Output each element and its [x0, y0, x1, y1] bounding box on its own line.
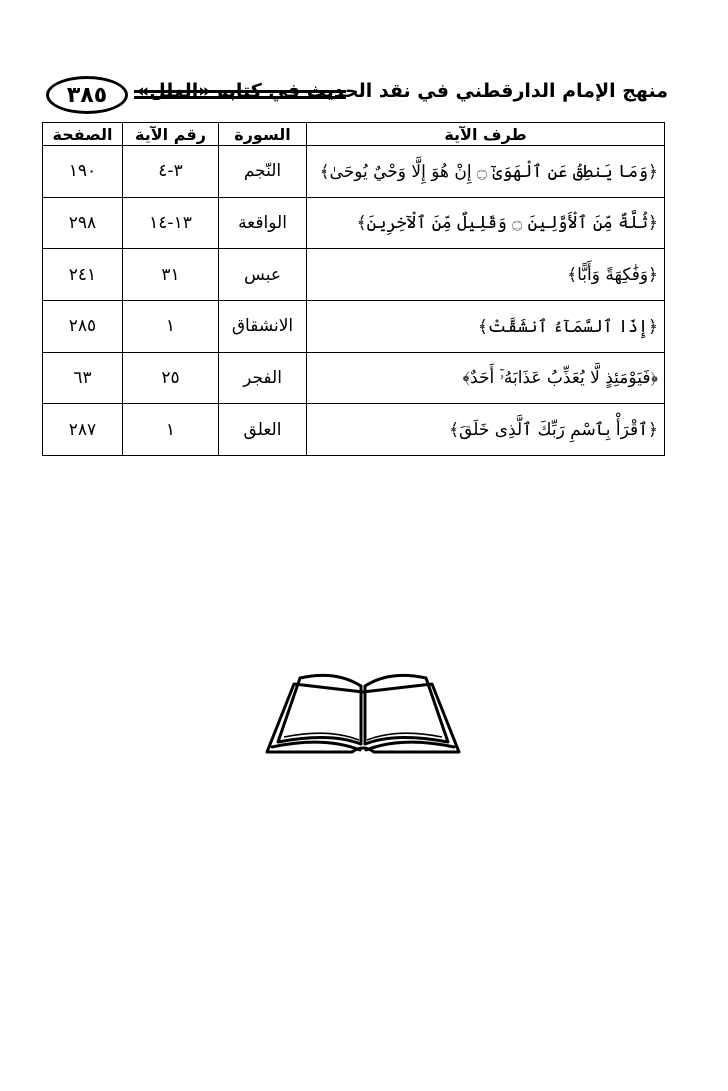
- table-row: [43, 197, 665, 249]
- surah-cell: عبس: [219, 249, 307, 301]
- surah-cell: الواقعة: [219, 197, 307, 249]
- column-header-ayah: رقم الآية: [123, 123, 219, 146]
- verse-index-table: [42, 122, 665, 456]
- table-row: [43, 300, 665, 352]
- page-cell: ٢٩٨: [43, 197, 123, 249]
- surah-cell: العلق: [219, 404, 307, 456]
- page-cell: ٢٨٧: [43, 404, 123, 456]
- verse-cell: ﴿ثُلَّةٌ مِّنَ ٱلْأَوَّلِينَ ۝ وَقَلِيلٌ مِّنَ ٱلْآخِرِينَ﴾: [307, 197, 665, 249]
- page-cell: ٦٣: [43, 352, 123, 404]
- page-cell: ٢٤١: [43, 249, 123, 301]
- surah-cell: الانشقاق: [219, 300, 307, 352]
- ayah-cell: ١: [123, 300, 219, 352]
- ayah-cell: ٣-٤: [123, 146, 219, 198]
- ayah-cell: ١: [123, 404, 219, 456]
- verse-cell: ﴿وَمَا يَنطِقُ عَنِ ٱلْهَوَىٰٓ ۝ إِنْ هُوَ إِلَّا وَحْيٌ يُوحَىٰ﴾: [307, 146, 665, 198]
- table-row: [43, 249, 665, 301]
- page-cell: ١٩٠: [43, 146, 123, 198]
- column-header-verse: طرف الآية: [307, 123, 665, 146]
- verse-cell: ﴿ٱقْرَأْ بِٱسْمِ رَبِّكَ ٱلَّذِى خَلَقَ﴾: [307, 404, 665, 456]
- table-row: [43, 352, 665, 404]
- ayah-cell: ١٣-١٤: [123, 197, 219, 249]
- column-header-page: الصفحة: [43, 123, 123, 146]
- column-header-surah: السورة: [219, 123, 307, 146]
- surah-cell: الفجر: [219, 352, 307, 404]
- ayah-cell: ٢٥: [123, 352, 219, 404]
- verse-cell: ﴿وَفَٰكِهَةً وَأَبًّا﴾: [307, 249, 665, 301]
- page-number: ٣٨٥: [46, 76, 128, 114]
- table-row: [43, 146, 665, 198]
- surah-cell: النّجم: [219, 146, 307, 198]
- running-title: منهج الإمام الدارقطني في نقد الحديث في كتابه «العلل»: [136, 80, 668, 102]
- table-row: [43, 404, 665, 456]
- table-header-row: [43, 123, 665, 146]
- verse-cell: ﴿فَيَوْمَئِذٍ لَّا يُعَذِّبُ عَذَابَهُۥٓ أَحَدٌ﴾: [307, 352, 665, 404]
- page-cell: ٢٨٥: [43, 300, 123, 352]
- open-book-icon: [264, 670, 462, 756]
- page-header: [42, 74, 668, 118]
- verse-cell: ﴿إِذَا ٱلسَّمَآءُ ٱنشَقَّتْ﴾: [307, 300, 665, 352]
- ayah-cell: ٣١: [123, 249, 219, 301]
